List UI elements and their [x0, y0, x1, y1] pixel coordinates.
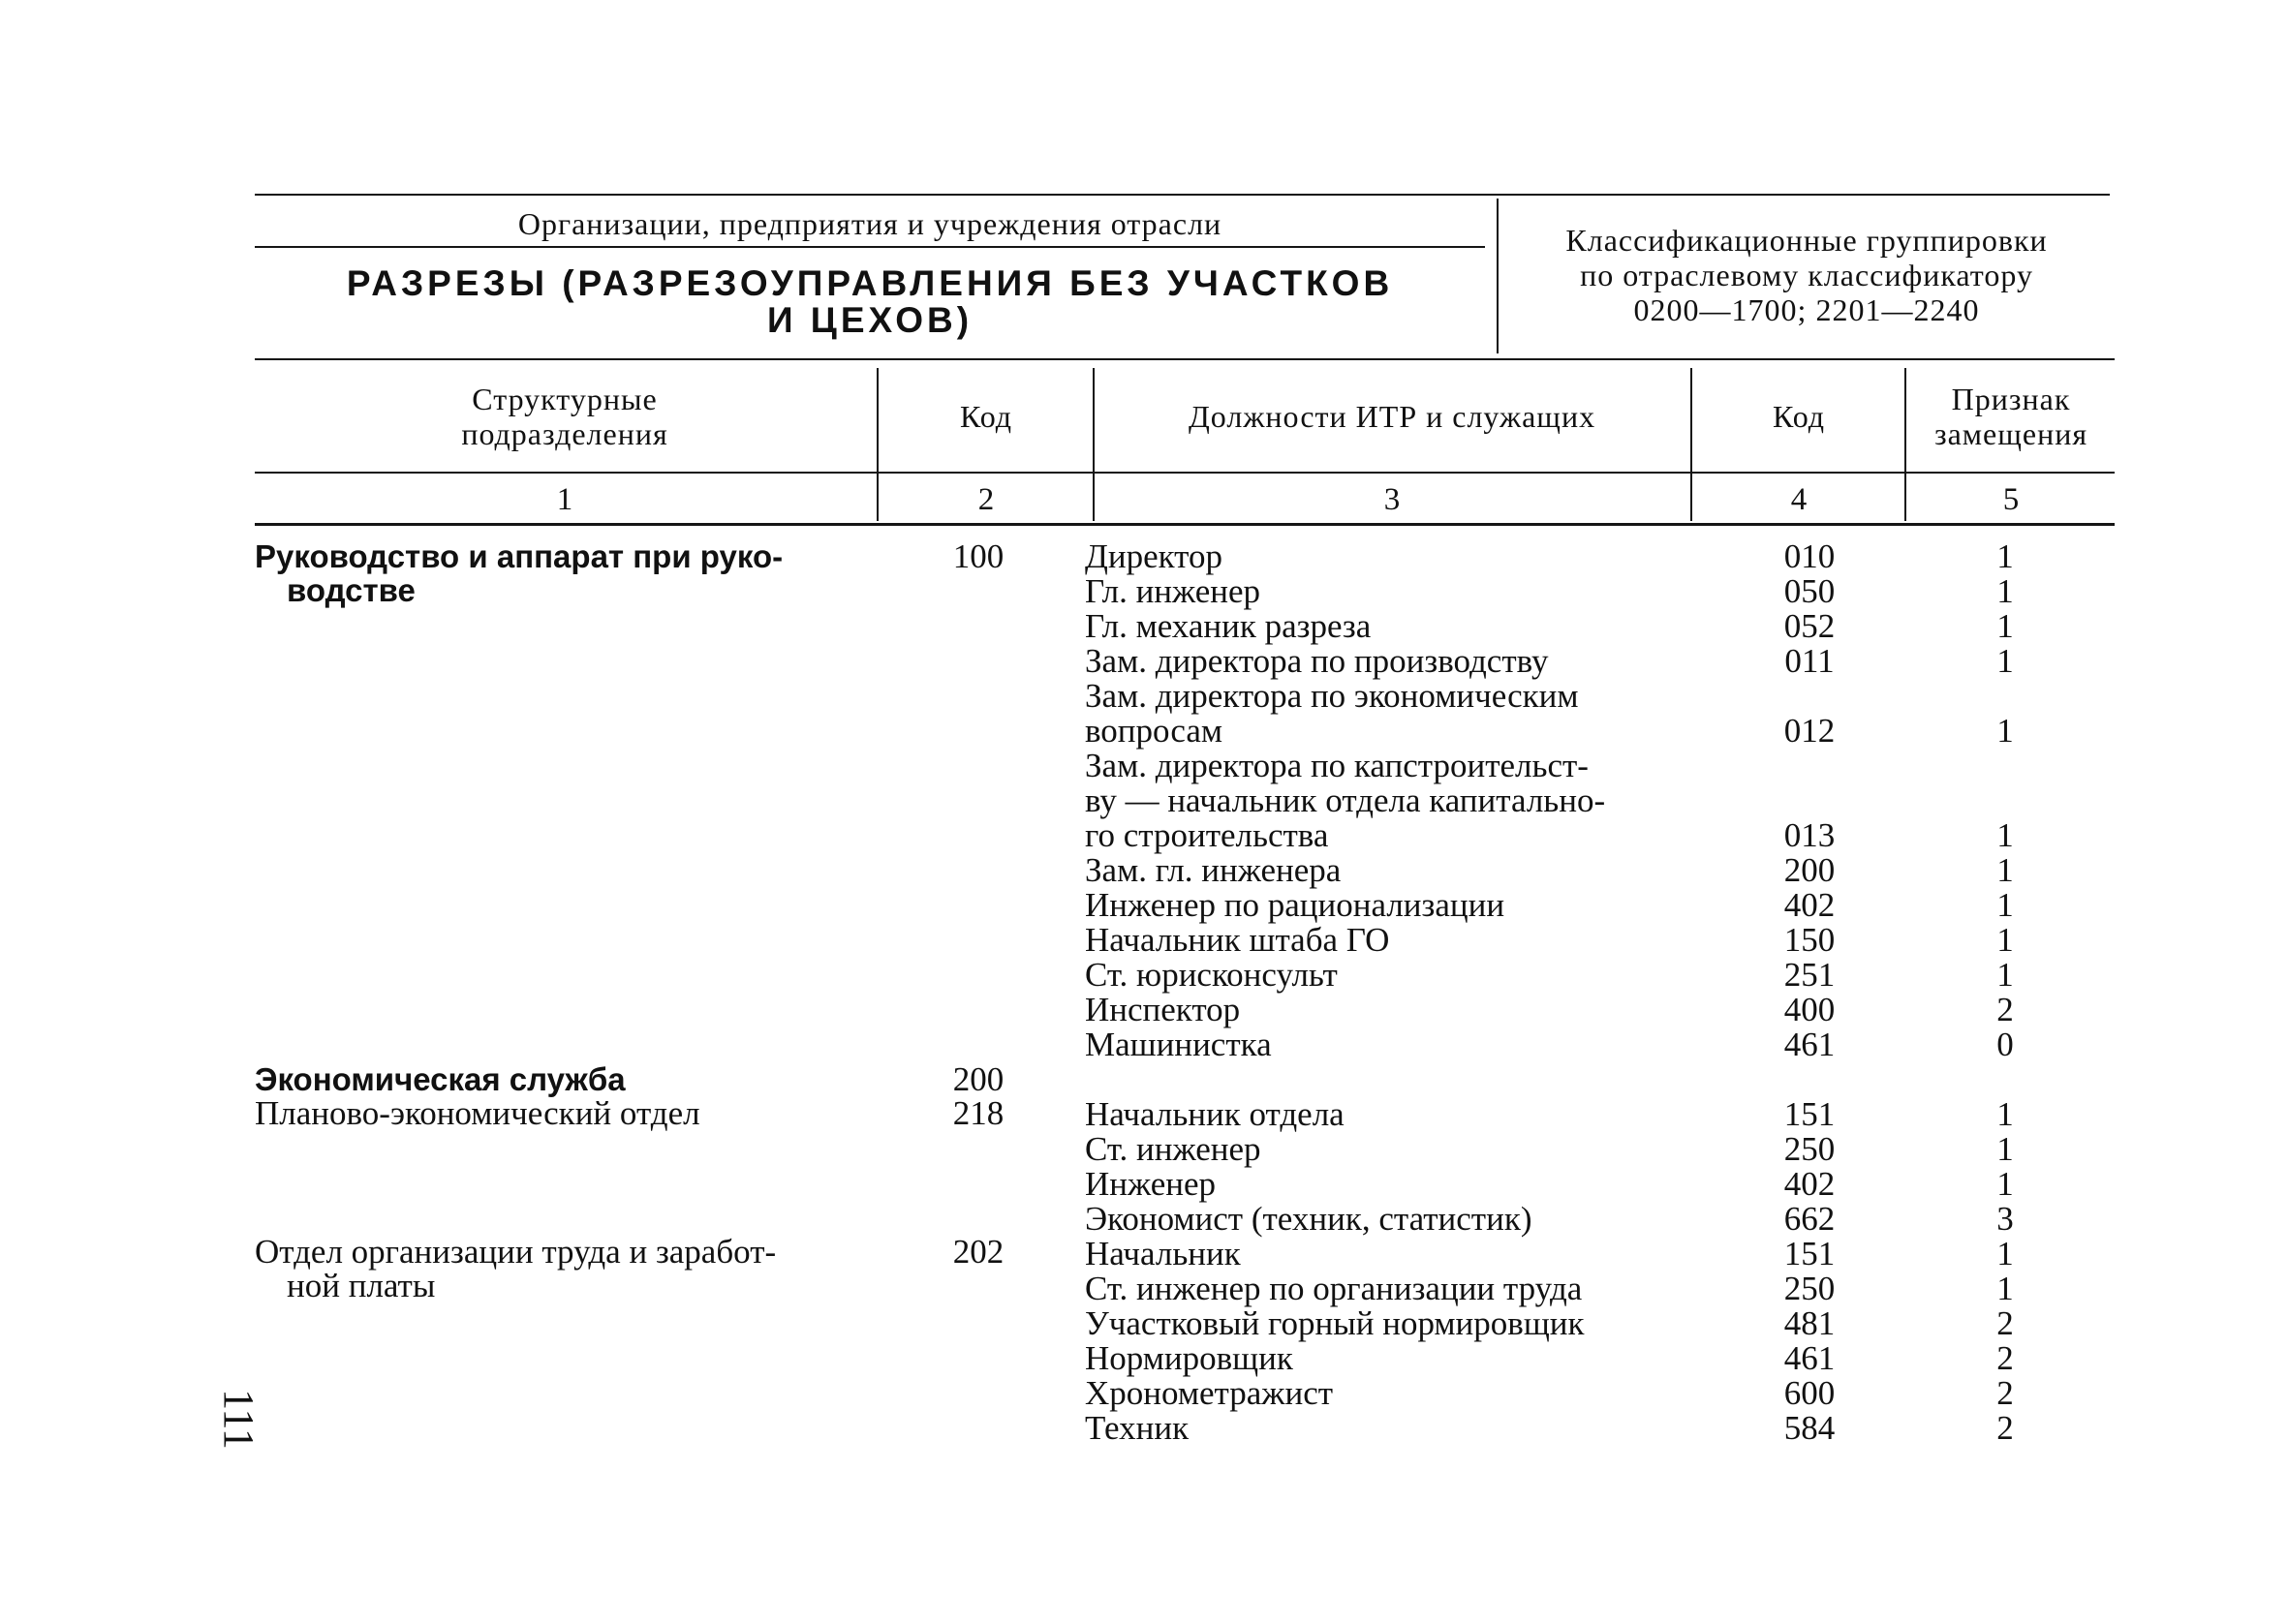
position-title: Ст. юрисконсульт [1085, 956, 1338, 994]
substitution-flag: 1 [1996, 1095, 2014, 1133]
position-code: 461 [1783, 1026, 1836, 1063]
position-code: 052 [1783, 607, 1836, 645]
substitution-flag: 1 [1996, 921, 2014, 959]
page-number: 111 [214, 1389, 263, 1450]
position-title: Техник [1085, 1409, 1190, 1447]
position-title: Зам. гл. инженера [1085, 851, 1342, 889]
position-title: Инспектор [1085, 991, 1241, 1028]
col-sep-3 [1690, 368, 1692, 521]
org-underline [255, 246, 1485, 248]
top-rule [255, 194, 2110, 196]
col2-number: 2 [977, 482, 995, 517]
class-line1: Классификационные группировки [1565, 223, 2048, 258]
org-label: Организации, предприятия и учреждения отрасли [517, 206, 1222, 241]
header-divider [1497, 199, 1499, 353]
col-sep-4 [1904, 368, 1906, 521]
substitution-flag: 1 [1996, 642, 2014, 680]
division-3-code: 218 [952, 1094, 1005, 1132]
substitution-flag: 1 [1996, 886, 2014, 924]
position-code: 251 [1783, 956, 1836, 994]
position-code: 013 [1783, 816, 1836, 854]
position-title: Нормировщик [1085, 1339, 1293, 1377]
position-title: Участковый горный нормировщик [1085, 1304, 1585, 1342]
col1-number: 1 [556, 482, 573, 517]
position-title: Гл. инженер [1085, 572, 1261, 610]
position-code: 250 [1783, 1270, 1836, 1307]
position-title: Экономист (техник, статистик) [1085, 1200, 1532, 1238]
position-title: Инженер по рационализации [1085, 886, 1505, 924]
position-code: 200 [1783, 851, 1836, 889]
page-title-line1: РАЗРЕЗЫ (РАЗРЕЗОУПРАВЛЕНИЯ БЕЗ УЧАСТКОВ [346, 263, 1394, 303]
substitution-flag: 1 [1996, 1270, 2014, 1307]
position-title: Начальник [1085, 1235, 1241, 1272]
position-title: Зам. директора по производству [1085, 642, 1549, 680]
position-code: 461 [1783, 1339, 1836, 1377]
class-line2: по отраслевому классификатору [1580, 258, 2033, 292]
division-1-code: 100 [952, 537, 1005, 575]
position-code: 012 [1783, 712, 1836, 750]
position-title: Ст. инженер по организации труда [1085, 1270, 1583, 1307]
position-code: 010 [1783, 537, 1836, 575]
position-code: 151 [1783, 1095, 1836, 1133]
position-code: 662 [1783, 1200, 1836, 1238]
division-1-line1: Руководство и аппарат при руко- [255, 538, 784, 574]
col2-header: Код [959, 399, 1013, 434]
substitution-flag: 1 [1996, 607, 2014, 645]
col5-header-line2: замещения [1933, 416, 2088, 451]
substitution-flag: 3 [1996, 1200, 2014, 1238]
position-title: Ст. инженер [1085, 1130, 1261, 1168]
col3-header: Должности ИТР и служащих [1188, 399, 1596, 434]
colhead-mid-rule [255, 472, 2115, 474]
substitution-flag: 2 [1996, 1374, 2014, 1412]
position-title: Машинистка [1085, 1026, 1272, 1063]
position-code: 050 [1783, 572, 1836, 610]
page-title-line2: И ЦЕХОВ) [766, 300, 974, 340]
col-sep-1 [877, 368, 879, 521]
position-code: 011 [1784, 642, 1835, 680]
substitution-flag: 1 [1996, 956, 2014, 994]
position-code: 402 [1783, 1165, 1836, 1203]
position-code: 402 [1783, 886, 1836, 924]
colhead-bottom-rule [255, 523, 2115, 526]
division-2-line1: Экономическая служба [255, 1061, 626, 1097]
col4-number: 4 [1790, 482, 1808, 517]
position-title: Хронометражист [1085, 1374, 1334, 1412]
col1-header-line2: подразделения [461, 416, 668, 451]
class-line3: 0200—1700; 2201—2240 [1633, 292, 1980, 327]
position-code: 151 [1783, 1235, 1836, 1272]
col5-header-line1: Признак [1951, 382, 2071, 416]
position-code: 400 [1783, 991, 1836, 1028]
substitution-flag: 1 [1996, 816, 2014, 854]
colhead-top-rule [255, 358, 2115, 360]
division-3-line1: Планово-экономический отдел [255, 1094, 700, 1132]
position-title: Инженер [1085, 1165, 1217, 1203]
substitution-flag: 1 [1996, 712, 2014, 750]
col1-header-line1: Структурные [472, 382, 658, 416]
position-code: 584 [1783, 1409, 1836, 1447]
division-1-line2: водстве [287, 572, 416, 608]
col-sep-2 [1093, 368, 1095, 521]
position-code: 250 [1783, 1130, 1836, 1168]
col4-header: Код [1772, 399, 1826, 434]
position-title: ву — начальник отдела капитально- [1085, 781, 1606, 819]
position-code: 600 [1783, 1374, 1836, 1412]
substitution-flag: 1 [1996, 572, 2014, 610]
position-code: 481 [1783, 1304, 1836, 1342]
position-title: вопросам [1085, 712, 1223, 750]
substitution-flag: 1 [1996, 537, 2014, 575]
position-title: Начальник отдела [1085, 1095, 1345, 1133]
position-code: 150 [1783, 921, 1836, 959]
position-title: Директор [1085, 537, 1223, 575]
substitution-flag: 2 [1996, 1339, 2014, 1377]
division-4-code: 202 [952, 1233, 1005, 1271]
substitution-flag: 2 [1996, 1304, 2014, 1342]
division-2-code: 200 [952, 1060, 1005, 1098]
col5-number: 5 [2002, 482, 2020, 517]
col3-number: 3 [1383, 482, 1401, 517]
position-title: Начальник штаба ГО [1085, 921, 1390, 959]
substitution-flag: 1 [1996, 851, 2014, 889]
substitution-flag: 1 [1996, 1130, 2014, 1168]
substitution-flag: 1 [1996, 1235, 2014, 1272]
substitution-flag: 1 [1996, 1165, 2014, 1203]
position-title: Зам. директора по экономическим [1085, 677, 1579, 715]
position-title: Зам. директора по капстроительст- [1085, 747, 1589, 784]
substitution-flag: 2 [1996, 991, 2014, 1028]
substitution-flag: 2 [1996, 1409, 2014, 1447]
division-4-line1: Отдел организации труда и заработ- [255, 1233, 777, 1271]
position-title: го строительства [1085, 816, 1329, 854]
division-4-line2: ной платы [287, 1267, 436, 1304]
position-title: Гл. механик разреза [1085, 607, 1372, 645]
substitution-flag: 0 [1996, 1026, 2014, 1063]
